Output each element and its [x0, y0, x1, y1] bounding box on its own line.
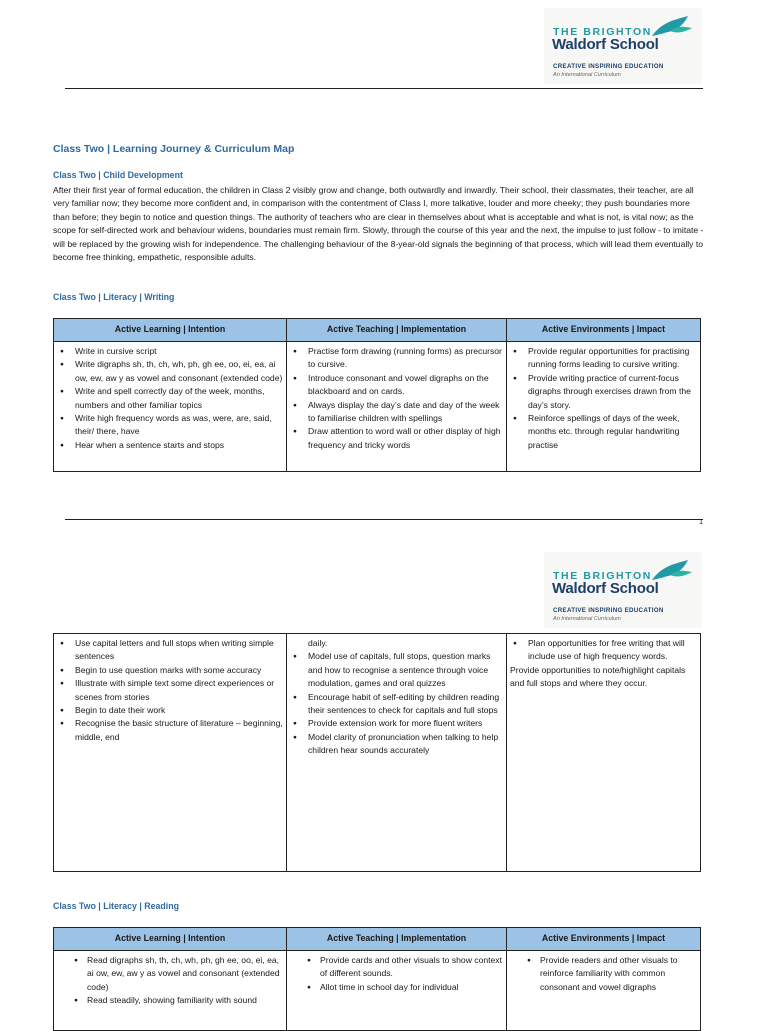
- writing-table: [53, 318, 701, 472]
- environments-continuation-text: Provide opportunities to note/highlight capitals and full stops and where they occur.: [510, 664, 686, 689]
- list-item: ● Practise form drawing (running forms) as precursor to cursive.: [290, 345, 503, 372]
- header-active-teaching: Active Teaching | Implementation: [287, 928, 507, 951]
- list-item: ● Illustrate with simple text some direct experiences or scenes from stories: [57, 677, 283, 704]
- writing-teaching-cell-cont: [287, 634, 507, 872]
- list-item: ● Recognise the basic structure of literature – beginning, middle, end: [57, 717, 283, 744]
- writing-learning-cell: [54, 342, 287, 472]
- writing-learning-cell-cont: [54, 634, 287, 872]
- school-logo: [544, 552, 702, 628]
- page-number: 1: [699, 519, 703, 526]
- bird-logo-icon: [648, 14, 696, 42]
- logo-tagline: CREATIVE INSPIRING EDUCATION: [553, 63, 664, 70]
- footer-rule: [65, 519, 703, 520]
- list-item: ● Write in cursive script: [57, 345, 283, 358]
- header-active-environments: Active Environments | Impact: [507, 928, 701, 951]
- header-active-learning: Active Learning | Intention: [54, 319, 287, 342]
- logo-line2: Waldorf School: [552, 36, 659, 53]
- logo-line1: THE BRIGHTON: [553, 570, 652, 582]
- list-item: ● Begin to date their work: [57, 704, 283, 717]
- list-item: ● Always display the day’s date and day of the week to familiarise children with spellings: [290, 399, 503, 426]
- list-item: ● Encourage habit of self-editing by children reading their sentences to check for capitals and full stops: [290, 691, 503, 718]
- school-logo: [544, 8, 702, 84]
- header-active-teaching: Active Teaching | Implementation: [287, 319, 507, 342]
- child-development-text: After their first year of formal education, the children in Class 2 visibly grow and change, both outwardly and inwardly. Their school, their classmates, their teacher, are all very familiar now; they become more confident and, in comparison with the contentment of Class I, more talkative, louder and more cheeky; they push boundaries more than before; they begin to notice and question things. The authority of teachers who are clear in themselves about what is acceptable and what is not, is vital now; as the scope for self-directed work and behaviour widens, boundaries must remain firm. Slowly, through the course of this year and the next, the impulse to just follow - to imitate - will be replaced by the growing wish for independence. The challenging behaviour of the 8-year-old signals the beginning of that process, which will lead them eventually to become free thinking, empathetic, responsible adults.: [53, 185, 704, 263]
- logo-subtag: An International Curriculum: [553, 72, 621, 78]
- list-item: ● Provide cards and other visuals to show context of different sounds.: [290, 954, 503, 981]
- reading-table: [53, 927, 701, 1031]
- child-development-heading: Class Two | Child Development: [53, 170, 183, 180]
- writing-environments-cell-cont: [507, 634, 701, 872]
- logo-tagline: CREATIVE INSPIRING EDUCATION: [553, 607, 664, 614]
- logo-subtag: An International Curriculum: [553, 616, 621, 622]
- logo-line1: THE BRIGHTON: [553, 26, 652, 38]
- list-item: ● Read steadily, showing familiarity with sound: [57, 994, 283, 1007]
- list-item: ● Plan opportunities for free writing that will include use of high frequency words.: [510, 637, 697, 664]
- logo-line2: Waldorf School: [552, 580, 659, 597]
- writing-environments-cell: [507, 342, 701, 472]
- teaching-continuation-text: daily.: [308, 638, 328, 648]
- writing-heading: Class Two | Literacy | Writing: [53, 292, 175, 302]
- reading-heading: Class Two | Literacy | Reading: [53, 901, 179, 911]
- reading-teaching-cell: [287, 951, 507, 1031]
- list-item: ● Write digraphs sh, th, ch, wh, ph, gh ee, oo, ei, ea, ai ow, ew, aw y as vowel and consonant (extended code): [57, 358, 283, 385]
- reading-learning-cell: [54, 951, 287, 1031]
- bird-logo-icon: [648, 558, 696, 586]
- list-item: ● Allot time in school day for individual: [290, 981, 503, 994]
- header-active-learning: Active Learning | Intention: [54, 928, 287, 951]
- list-item: ● Provide extension work for more fluent writers: [290, 717, 503, 730]
- list-item: ● Provide regular opportunities for practising running forms leading to cursive writing.: [510, 345, 697, 372]
- list-item: ● Provide readers and other visuals to reinforce familiarity with common consonant and vowel digraphs: [510, 954, 697, 994]
- list-item: ● Model clarity of pronunciation when talking to help children hear sounds accurately: [290, 731, 503, 758]
- list-item: ● Hear when a sentence starts and stops: [57, 439, 283, 452]
- list-item: ● Provide writing practice of current-focus digraphs through exercises drawn from the day’s story.: [510, 372, 697, 412]
- list-item: ● Use capital letters and full stops when writing simple sentences: [57, 637, 283, 664]
- writing-teaching-cell: [287, 342, 507, 472]
- reading-environments-cell: [507, 951, 701, 1031]
- list-item: ● Read digraphs sh, th, ch, wh, ph, gh ee, oo, ei, ea, ai ow, ew, aw y as vowel and consonant (extended code): [57, 954, 283, 994]
- list-item: ● Write high frequency words as was, were, are, said, their/ there, have: [57, 412, 283, 439]
- header-rule: [65, 88, 703, 89]
- list-item: ● Introduce consonant and vowel digraphs on the blackboard and on cards.: [290, 372, 503, 399]
- list-item: ● Write and spell correctly day of the week, months, numbers and other familiar topics: [57, 385, 283, 412]
- header-active-environments: Active Environments | Impact: [507, 319, 701, 342]
- page-title: Class Two | Learning Journey & Curriculum Map: [53, 143, 295, 155]
- list-item: ● Reinforce spellings of days of the week, months etc. through regular handwriting practise: [510, 412, 697, 452]
- list-item: ● Model use of capitals, full stops, question marks and how to recognise a sentence through voice modulation, games and oral quizzes: [290, 650, 503, 690]
- writing-table-continued: [53, 633, 701, 872]
- list-item: ● Draw attention to word wall or other display of high frequency and tricky words: [290, 425, 503, 452]
- list-item: ● Begin to use question marks with some accuracy: [57, 664, 283, 677]
